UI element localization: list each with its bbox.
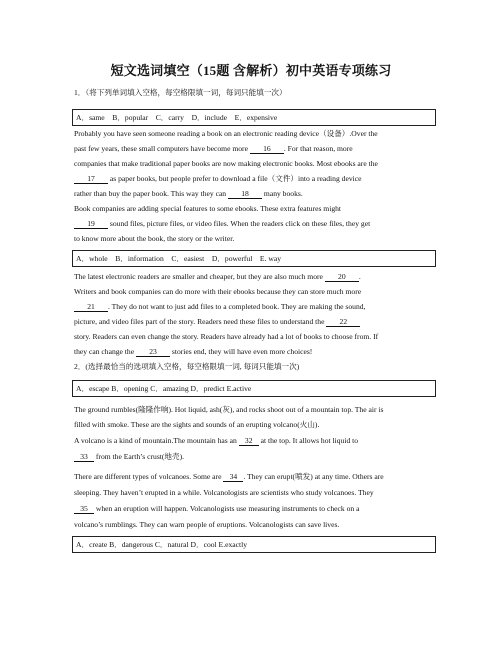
q2-p-line-8: volcano’s rumblings. They can warn people of eruptions. Volcanologists can save lives.: [74, 520, 340, 529]
q2-p-line-2: filled with smoke. These are the sights and sounds of an erupting volcano(火山).: [74, 420, 320, 429]
q2-instruction: 2．(选择最恰当的选项填入空格，每空格限填一词, 每词只能填一次): [74, 362, 300, 371]
blank-32[interactable]: 32: [239, 437, 259, 446]
text-run: There are different types of volcanoes. Some are: [74, 472, 224, 481]
text-run: past few years, these small computers have become more: [74, 144, 250, 153]
q2-p-line-6: sleeping. They haven’t erupted in a while. Volcanologists are scientists who study volcanoes. They: [74, 488, 374, 497]
blank-22[interactable]: 22: [326, 318, 360, 327]
q1-p2-line-4: [74, 317, 434, 327]
q2-p-line-1: The ground rumbles(隆隆作响). Hot liquid, ash(灰), and rocks shoot out of a mountain top. The air is: [74, 405, 384, 414]
q1-p1-line-7: [74, 219, 434, 229]
text-run: . They can erupt(喷发) at any time. Others are: [243, 472, 384, 481]
blank-16[interactable]: 16: [250, 145, 284, 154]
q2-p-line-5: [74, 472, 434, 482]
q2-word-box-2: A．create B．dangerous C．natural D．cool E.exactly: [72, 536, 436, 553]
text-run: they can change the: [74, 347, 136, 356]
blank-23[interactable]: 23: [136, 348, 170, 357]
q1-p1-line-2: [74, 144, 434, 154]
q1-p1-line-8: to know more about the book, the story or the writer.: [74, 234, 235, 243]
text-run: as paper books, but people prefer to download a file（文件）into a reading device: [108, 174, 362, 183]
q1-p2-line-3: [74, 302, 434, 312]
text-run: .: [358, 272, 361, 281]
text-run: A volcano is a kind of mountain.The mountain has an: [74, 436, 239, 445]
text-run: picture, and video files part of the story. Readers need these files to understand the: [74, 317, 327, 326]
blank-19[interactable]: 19: [74, 220, 108, 229]
blank-20[interactable]: 20: [325, 273, 359, 282]
blank-21[interactable]: 21: [74, 303, 108, 312]
text-run: from the Earth’s crust(地壳).: [94, 452, 185, 461]
q1-word-box-1: A．same B．popular C．carry D．include E．expensive: [72, 109, 436, 126]
text-run: when an eruption will happen. Volcanologists use measuring instruments to check on a: [94, 504, 360, 513]
text-run: rather than buy the paper book. This way they can: [74, 189, 229, 198]
page-title: 短文选词填空（15题 含解析）初中英语专项练习: [110, 63, 392, 78]
blank-35[interactable]: 35: [74, 505, 94, 514]
blank-17[interactable]: 17: [74, 175, 108, 184]
q1-p2-line-6: [74, 347, 434, 357]
q1-p2-line-5: story. Readers can even change the story. Readers have already had a lot of books to choose from. If: [74, 332, 379, 341]
q1-word-box-2: A．whole B．information C．easiest D．powerful E. way: [72, 250, 436, 267]
q2-p-line-7: [74, 504, 434, 514]
text-run: many books.: [262, 189, 303, 198]
text-run: The latest electronic readers are smaller and cheaper, but they are also much more: [74, 272, 325, 281]
q2-p-line-4: [74, 452, 434, 462]
text-run: at the top. It allows hot liquid to: [258, 436, 359, 445]
q1-p2-line-1: [74, 272, 434, 282]
q1-p1-line-5: [74, 189, 434, 199]
q1-p1-line-1: Probably you have seen someone reading a book on an electronic reading device（设备）.Over the: [74, 129, 378, 138]
blank-33[interactable]: 33: [74, 453, 94, 462]
q1-instruction: 1．（将下列单词填入空格，每空格限填一词，每词只能填一次）: [74, 88, 287, 97]
q2-p-line-3: [74, 436, 434, 446]
blank-34[interactable]: 34: [223, 473, 243, 482]
q1-p1-line-6: Book companies are adding special features to some ebooks. These extra features might: [74, 204, 342, 213]
q2-word-box-1: A．escape B．opening C．amazing D．predict E.active: [72, 380, 436, 397]
text-run: . They do not want to just add files to a completed book. They are making the sound,: [108, 302, 366, 311]
q1-p2-line-2: Writers and book companies can do more with their ebooks because they can store much more: [74, 287, 362, 296]
q1-p1-line-3: companies that make traditional paper books are now making electronic books. Most ebooks are the: [74, 159, 378, 168]
text-run: . For that reason, more: [283, 144, 353, 153]
q1-p1-line-4: [74, 174, 434, 184]
text-run: sound files, picture files, or video files. When the readers click on these files, they get: [108, 219, 371, 228]
text-run: stories end, they will have even more choices!: [170, 347, 313, 356]
blank-18[interactable]: 18: [228, 190, 262, 199]
